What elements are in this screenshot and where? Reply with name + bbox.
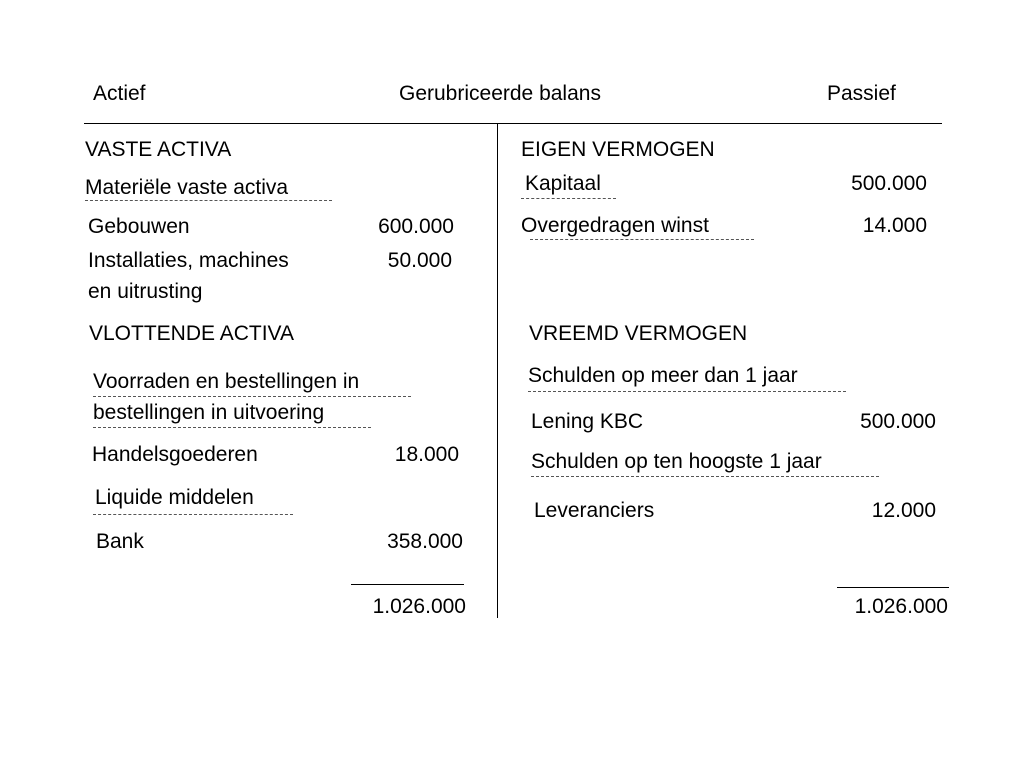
subheading-schulden-meer-dan-1-jaar: Schulden op meer dan 1 jaar <box>528 364 798 387</box>
subheading-voorraden-line2: bestellingen in uitvoering <box>93 401 325 424</box>
header-rule <box>84 123 942 124</box>
heading-vlottende-activa: VLOTTENDE ACTIVA <box>89 322 294 345</box>
heading-vreemd-vermogen: VREEMD VERMOGEN <box>529 322 748 345</box>
underline-liquide-middelen <box>93 514 293 515</box>
center-divider <box>497 124 498 618</box>
label-bank: Bank <box>96 530 144 553</box>
label-overgedragen-winst: Overgedragen winst <box>521 214 709 237</box>
balance-title: Gerubriceerde balans <box>399 82 601 105</box>
underline-materiele-vaste-activa <box>85 200 332 201</box>
value-leveranciers: 12.000 <box>871 499 936 522</box>
subheading-voorraden-line1: Voorraden en bestellingen in <box>93 370 360 393</box>
value-lening-kbc: 500.000 <box>860 410 936 433</box>
sum-rule-actief <box>351 584 464 585</box>
label-installaties-line1: Installaties, machines <box>88 249 289 272</box>
underline-schulden-ten-hoogste-1-jaar <box>531 476 879 477</box>
total-passief: 1.026.000 <box>854 595 948 618</box>
underline-schulden-meer-dan-1-jaar <box>528 391 846 392</box>
underline-voorraden-line1 <box>93 396 411 397</box>
value-kapitaal: 500.000 <box>851 172 927 195</box>
sum-rule-passief <box>837 587 949 588</box>
label-kapitaal: Kapitaal <box>525 172 601 195</box>
subheading-liquide-middelen: Liquide middelen <box>95 486 254 509</box>
underline-kapitaal <box>521 198 616 199</box>
label-gebouwen: Gebouwen <box>88 215 190 238</box>
heading-vaste-activa: VASTE ACTIVA <box>85 138 232 161</box>
value-bank: 358.000 <box>387 530 463 553</box>
label-leveranciers: Leveranciers <box>534 499 655 522</box>
heading-eigen-vermogen: EIGEN VERMOGEN <box>521 138 715 161</box>
underline-voorraden-line2 <box>93 427 371 428</box>
header-passief: Passief <box>827 82 896 105</box>
value-overgedragen-winst: 14.000 <box>862 214 927 237</box>
subheading-materiele-vaste-activa: Materiële vaste activa <box>85 176 289 199</box>
value-gebouwen: 600.000 <box>378 215 454 238</box>
header-actief: Actief <box>93 82 146 105</box>
subheading-schulden-ten-hoogste-1-jaar: Schulden op ten hoogste 1 jaar <box>531 450 822 473</box>
label-installaties-line2: en uitrusting <box>88 280 203 303</box>
value-installaties: 50.000 <box>387 249 452 272</box>
value-handelsgoederen: 18.000 <box>394 443 459 466</box>
label-handelsgoederen: Handelsgoederen <box>92 443 258 466</box>
underline-overgedragen-winst <box>530 239 754 240</box>
label-lening-kbc: Lening KBC <box>531 410 644 433</box>
total-actief: 1.026.000 <box>372 595 466 618</box>
